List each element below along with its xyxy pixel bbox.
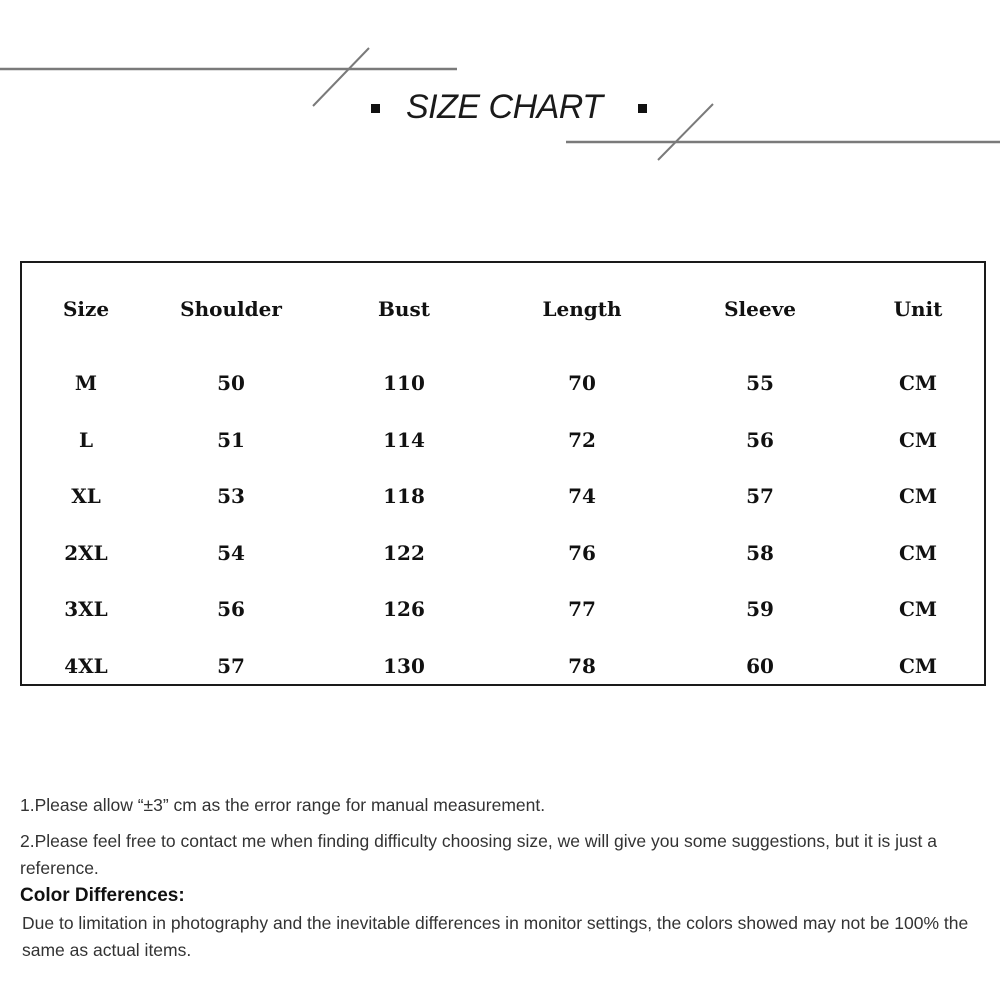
- color-differences-text: Due to limitation in photography and the inevitable differences in monitor settings, the colors showed may not be 100% the same as actual items.: [22, 913, 969, 960]
- table-row: [22, 581, 984, 638]
- column-header-sleeve: Sleeve: [724, 297, 796, 321]
- cell-size: M: [74, 371, 98, 396]
- cell-length: 72: [568, 427, 596, 452]
- decoration-slash-right: [658, 104, 713, 160]
- column-header-shoulder: Shoulder: [180, 297, 282, 321]
- cell-unit: CM: [898, 484, 938, 509]
- notes-section: [20, 792, 985, 964]
- cell-bust: 130: [383, 653, 425, 678]
- page-title: SIZE CHART: [406, 88, 603, 126]
- title-bullet-left-icon: [371, 104, 380, 113]
- cell-size: XL: [71, 484, 101, 509]
- cell-unit: CM: [898, 653, 938, 678]
- cell-bust: 126: [383, 597, 425, 622]
- cell-unit: CM: [898, 597, 938, 622]
- color-differences-heading: Color Differences:: [20, 885, 185, 906]
- cell-shoulder: 56: [217, 597, 245, 622]
- cell-shoulder: 57: [217, 653, 245, 678]
- cell-unit: CM: [898, 540, 938, 565]
- cell-unit: CM: [898, 371, 938, 396]
- cell-length: 74: [568, 484, 596, 509]
- cell-sleeve: 55: [746, 371, 774, 396]
- column-header-unit: Unit: [893, 297, 943, 321]
- cell-length: 78: [568, 653, 596, 678]
- note-measurement-error: 1.Please allow “±3” cm as the error range for manual measurement.: [20, 795, 546, 815]
- title-bullet-right-icon: [638, 104, 647, 113]
- table-row: [22, 412, 984, 469]
- size-table-frame: [20, 261, 986, 686]
- column-header-bust: Bust: [378, 297, 430, 321]
- table-header-row: [22, 263, 984, 355]
- column-header-size: Size: [62, 297, 110, 321]
- cell-size: 2XL: [64, 540, 108, 565]
- cell-shoulder: 54: [217, 540, 245, 565]
- note-contact-suggestion: 2.Please feel free to contact me when finding difficulty choosing size, we will give you some suggestions, but it is just a reference.: [20, 831, 937, 878]
- cell-size: 4XL: [64, 653, 108, 678]
- cell-size: 3XL: [64, 597, 108, 622]
- table-row: [22, 638, 984, 695]
- cell-bust: 110: [383, 371, 425, 396]
- table-row: [22, 355, 984, 412]
- cell-shoulder: 50: [217, 371, 245, 396]
- column-header-length: Length: [542, 297, 622, 321]
- cell-shoulder: 51: [217, 427, 245, 452]
- cell-length: 76: [568, 540, 596, 565]
- cell-sleeve: 58: [746, 540, 774, 565]
- cell-length: 77: [568, 597, 596, 622]
- cell-size: L: [78, 427, 94, 452]
- cell-sleeve: 60: [746, 653, 774, 678]
- cell-unit: CM: [898, 427, 938, 452]
- cell-shoulder: 53: [217, 484, 245, 509]
- cell-sleeve: 59: [746, 597, 774, 622]
- cell-sleeve: 57: [746, 484, 774, 509]
- cell-bust: 114: [383, 427, 425, 452]
- size-table: [22, 263, 984, 694]
- table-row: [22, 468, 984, 525]
- cell-bust: 122: [383, 540, 425, 565]
- cell-sleeve: 56: [746, 427, 774, 452]
- page-title-block: [360, 86, 660, 132]
- cell-bust: 118: [383, 484, 425, 509]
- cell-length: 70: [568, 371, 596, 396]
- table-row: [22, 525, 984, 582]
